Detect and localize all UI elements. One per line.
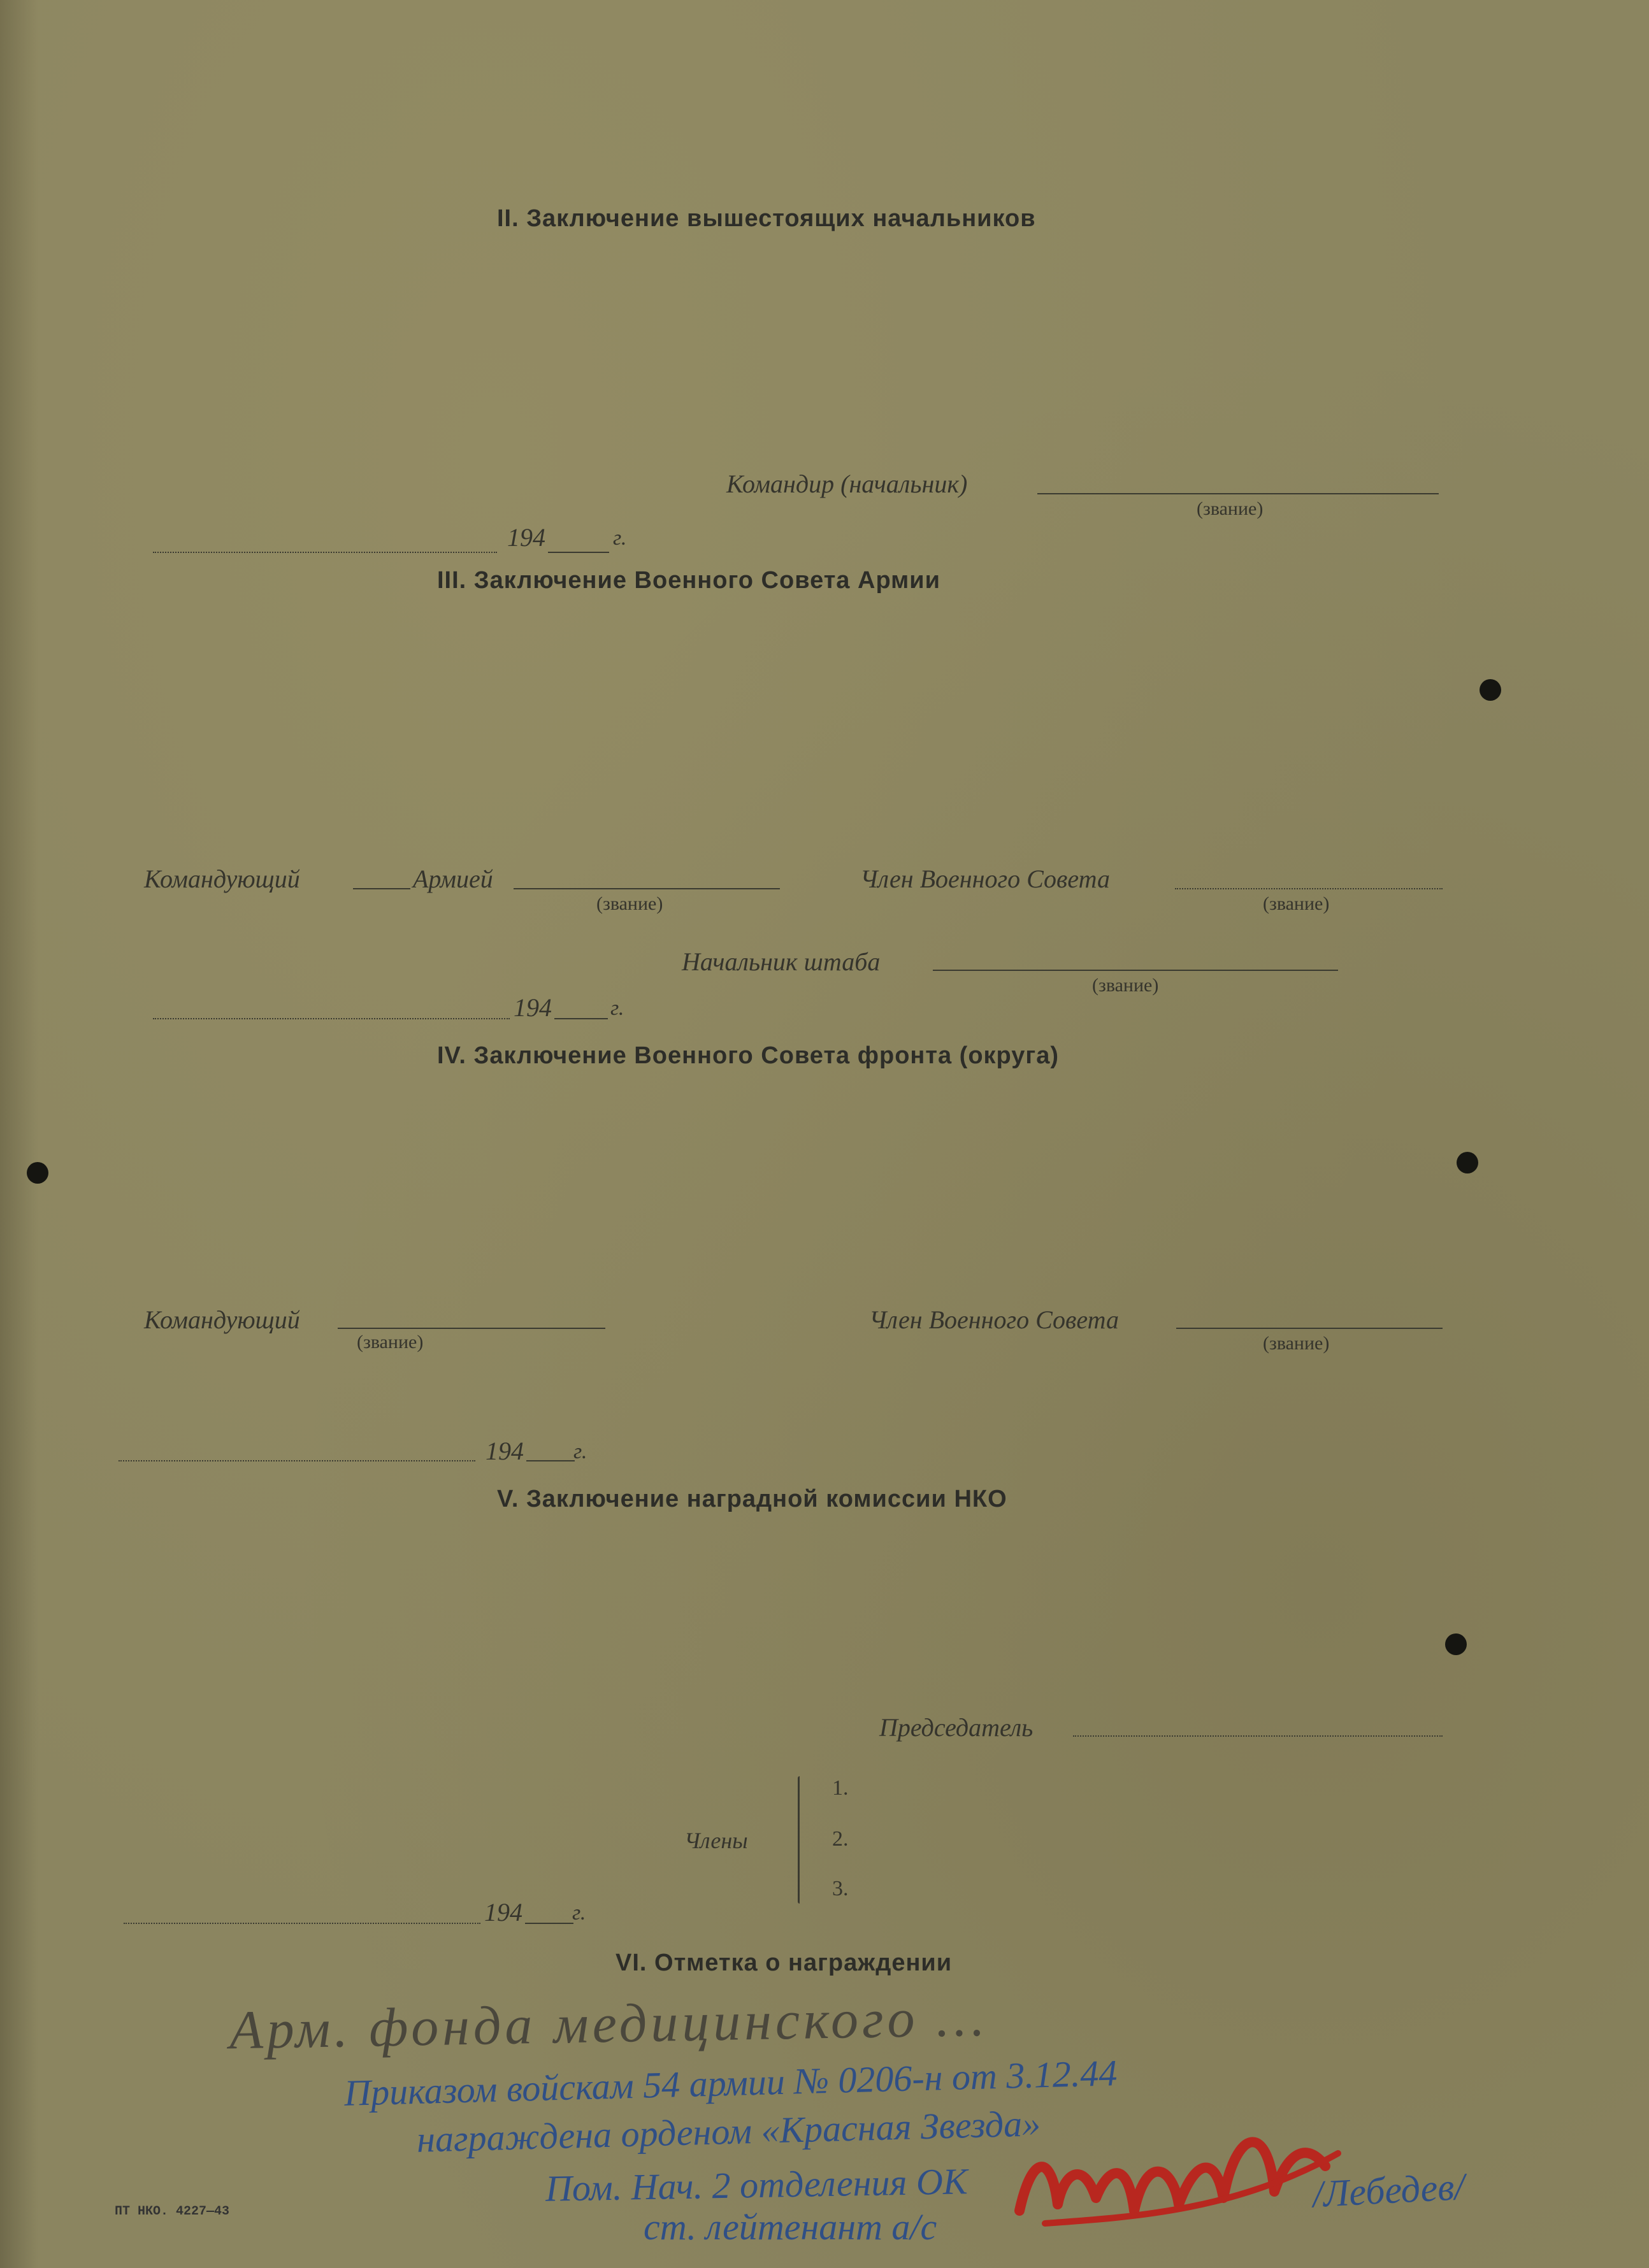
date-year-line-s3 bbox=[554, 1018, 608, 1019]
date-year-s5: 194 bbox=[484, 1898, 522, 1927]
council-member-rank-s4: (звание) bbox=[1263, 1333, 1330, 1354]
date-g-s2: г. bbox=[613, 526, 627, 550]
member-number-3: 3. bbox=[832, 1877, 849, 1900]
council-member-label-s4: Член Военного Совета bbox=[869, 1305, 1119, 1334]
date-line-s4 bbox=[119, 1460, 475, 1461]
front-commander-rank: (звание) bbox=[357, 1331, 424, 1353]
date-year-line-s2 bbox=[548, 552, 609, 553]
members-label: Члены bbox=[684, 1828, 748, 1853]
date-g-s3: г. bbox=[610, 996, 624, 1020]
punch-hole-2 bbox=[1457, 1152, 1478, 1173]
punch-hole-1 bbox=[1480, 679, 1501, 701]
army-commander-line-b bbox=[514, 888, 780, 889]
red-signature bbox=[1007, 2115, 1364, 2243]
date-g-s5: г. bbox=[572, 1901, 586, 1925]
punch-hole-3 bbox=[1445, 1633, 1467, 1655]
order-line-4: ст. лейтенант а/с bbox=[644, 2206, 937, 2248]
order-line-1: Приказом войскам 54 армии № 0206-н от 3.12.44 bbox=[343, 2052, 1118, 2114]
members-brace bbox=[798, 1776, 800, 1904]
council-member-line-s3 bbox=[1175, 888, 1443, 889]
order-line-2: награждена орденом «Красная Звезда» bbox=[416, 2102, 1041, 2160]
chairman-label: Председатель bbox=[879, 1713, 1033, 1742]
commander-line bbox=[1037, 493, 1439, 494]
date-g-s4: г. bbox=[573, 1440, 587, 1463]
order-line-3: Пом. Нач. 2 отделения ОК bbox=[545, 2160, 968, 2209]
date-line-s3 bbox=[153, 1018, 510, 1019]
section-3-title: III. Заключение Военного Совета Армии bbox=[437, 567, 940, 594]
chief-of-staff-rank: (звание) bbox=[1092, 975, 1159, 996]
council-member-line-s4 bbox=[1176, 1328, 1443, 1329]
pencil-note: Арм. фонда медицинского ... bbox=[229, 1986, 990, 2061]
date-year-s3: 194 bbox=[514, 993, 552, 1022]
army-label: Армией bbox=[413, 865, 493, 893]
chairman-line bbox=[1073, 1735, 1443, 1737]
date-year-line-s4 bbox=[526, 1460, 575, 1461]
date-year-s2: 194 bbox=[507, 523, 545, 552]
front-commander-line bbox=[338, 1328, 605, 1329]
front-commander-label: Командующий bbox=[144, 1305, 300, 1334]
section-5-title: V. Заключение наградной комиссии НКО bbox=[497, 1486, 1007, 1512]
signature-name: /Лебедев/ bbox=[1311, 2165, 1466, 2216]
section-2-title: II. Заключение вышестоящих начальников bbox=[497, 205, 1036, 232]
member-number-1: 1. bbox=[832, 1776, 849, 1800]
chief-of-staff-label: Начальник штаба bbox=[682, 947, 881, 976]
army-commander-label: Командующий bbox=[144, 865, 300, 893]
date-line-s5 bbox=[124, 1923, 480, 1924]
punch-hole-4 bbox=[27, 1162, 48, 1184]
commander-rank-label: (звание) bbox=[1197, 498, 1264, 519]
commander-label: Командир (начальник) bbox=[726, 470, 968, 498]
army-commander-rank-label: (звание) bbox=[596, 893, 663, 914]
date-year-line-s5 bbox=[525, 1923, 573, 1924]
council-member-rank-s3: (звание) bbox=[1263, 893, 1330, 914]
form-code: ПТ НКО. 4227—43 bbox=[115, 2204, 230, 2219]
date-year-s4: 194 bbox=[486, 1437, 524, 1465]
army-commander-line-a bbox=[353, 888, 410, 889]
section-4-title: IV. Заключение Военного Совета фронта (округа) bbox=[437, 1042, 1060, 1069]
section-6-title: VI. Отметка о награждении bbox=[616, 1949, 953, 1976]
date-line-s2 bbox=[153, 552, 497, 553]
chief-of-staff-line bbox=[933, 970, 1338, 971]
member-number-2: 2. bbox=[832, 1827, 849, 1851]
council-member-label-s3: Член Военного Совета bbox=[860, 865, 1110, 893]
